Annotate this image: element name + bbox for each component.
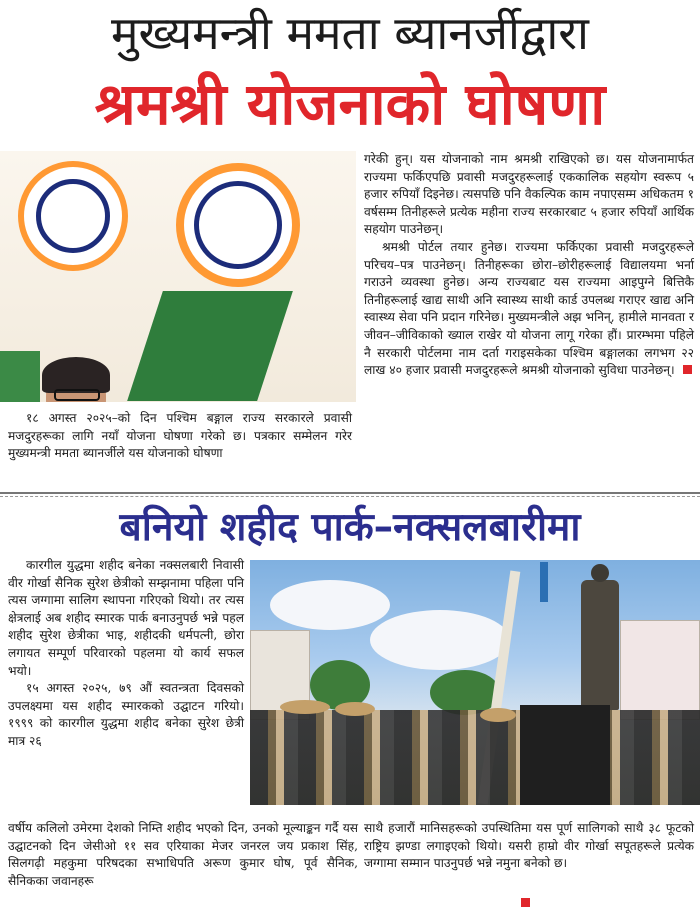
story1-caption: १८ अगस्त २०२५–को दिन पश्चिम बङ्गाल राज्य सरकारले प्रवासी मजदुरहरूका लागि नयाँ योजना घोषणा गरेको छ। पत्रकार सम्मेलन गरेर मुख्यमन्त्री ममता ब्यानर्जीले यस योजनाको घोषणा: [8, 411, 352, 461]
story2-body-continued: वर्षीय कलिलो उमेरमा देशको निम्ति शहीद भएको दिन, उनको मूल्याङ्कन गर्दै यस उद्घाटनको दिन जेसीओ ११ सव एरियाका मेजर जनरल जय प्रकाश सिंह, सिलगढ़ी महकुमा परिषदका सभाधिपति अरूण कुमार घोष, पूर्व सैनिक, सैनिकका जवानहरू: [8, 821, 358, 888]
end-of-story-mark: [683, 365, 692, 374]
memorial-pedestal: [520, 705, 610, 805]
indian-flag-emblem-right: [176, 163, 300, 287]
story1-headline-line2: श्रमश्री योजनाको घोषणा: [94, 70, 606, 138]
story1-paragraph-2: [364, 239, 694, 380]
section-divider-dashed: [0, 496, 700, 497]
indian-flag-emblem-left: [18, 161, 128, 271]
gorkha-hat: [480, 708, 516, 722]
martyr-park-inauguration-photo: [250, 560, 700, 805]
gorkha-hat: [280, 700, 330, 714]
section-divider: [0, 492, 700, 494]
story1-body-column: [364, 151, 694, 380]
story2-body-column-right: साथै हजारौं मानिसहरूको उपस्थितिमा यस पूर्ण सालिगको साथै ३८ फूटको राष्ट्रिय झण्डा लगाइएको थियो। यसरी हाम्रो वीर गोर्खा सपूतहरूले प्रत्येक जग्गामा सम्मान पाउनुपर्छ भन्ने नमुना बनेको छ।: [364, 821, 694, 871]
story1-paragraph-2-text: श्रमश्री पोर्टल तयार हुनेछ। राज्यमा फर्किएका प्रवासी मजदुरहरूले परिचय–पत्र पाउनेछन्। तिनीहरूका छोरा–छोरीहरूलाई विद्यालयमा भर्ना गराउने व्यवस्था हुनेछ। अन्य राज्यबाट यस राज्यमा आइपुग्ने बित्तिकै तिनीहरूलाई खाद्य साथी अनि स्वास्थ्य साथी कार्ड उपलब्ध गराएर खाद्य अनि स्वास्थ्य सेवा पनि प्रदान गरिनेछ। मुख्यमन्त्रीले अझ भनिन्, हामीले मानवता र जीवन–जीविकाको ख्याल राखेर यो योजना लागू गरेका हौं। प्रारम्भमा पहिले नै सरकारी पोर्टलमा नाम दर्ता गराइसकेका पश्चिम बङ्गालका लगभग २२ लाख ४० हजार प्रवासी मजदुरहरूले श्रमश्री योजनाको सुविधा पाउनेछन्।: [364, 239, 694, 378]
story2-body-column-left: [8, 557, 244, 751]
story2-paragraph-2: १५ अगस्त २०२५, ७९ औं स्वतन्त्रता दिवसको उपलक्ष्यमा यस शहीद स्मारकको उद्घाटन गरियो। १९९९ को कारगील युद्धमा शहीद बनेका सुरेश छेत्री मात्र २६: [8, 681, 244, 748]
story1-headline-line1: मुख्यमन्त्री ममता ब्यानर्जीद्वारा: [111, 6, 589, 60]
building: [620, 620, 700, 720]
speaker-figure: [8, 361, 158, 402]
story2-headline: बनियो शहीद पार्क–नक्सलबारीमा: [119, 505, 581, 550]
story1-paragraph-1: गरेकी हुन्। यस योजनाको नाम श्रमश्री राखिएको छ। यस योजनामार्फत राज्यमा फर्किएपछि प्रवासी मजदुरहरूलाई एककालिक सहयोग स्वरूप ५ हजार रुपियाँ दिइनेछ। त्यसपछि पनि वैकल्पिक काम नपाएसम्म अधिकतम १ वर्षसम्म तिनीहरूले प्रत्येक महीना राज्य सरकारबाट ५ हजार रुपियाँ आर्थिक सहयोग पाउनेछन्।: [364, 152, 694, 237]
cloud: [270, 580, 390, 630]
flag: [540, 562, 548, 602]
crowd: [250, 710, 700, 805]
press-conference-photo: [0, 151, 356, 402]
end-of-story-mark: [521, 898, 530, 907]
gorkha-hat: [335, 702, 375, 716]
story2-paragraph-1: कारगील युद्धमा शहीद बनेका नक्सलबारी निवासी वीर गोर्खा सैनिक सुरेश छेत्रीको सम्झनामा पहिला पनि त्यस जग्गामा सालिग स्थापना गरिएको थियो। तर त्यस क्षेत्रलाई अब शहीद स्मारक पार्क बनाउनुपर्छ भन्ने पहल शहीद सुरेश छेत्रीका भाइ, शहीदकी धर्मपत्नी, छोरा लगायत सम्पूर्ण परिवारको पहलमा यो कार्य सफल भयो।: [8, 558, 244, 678]
soldier-statue: [575, 564, 625, 714]
cloud: [370, 610, 510, 670]
